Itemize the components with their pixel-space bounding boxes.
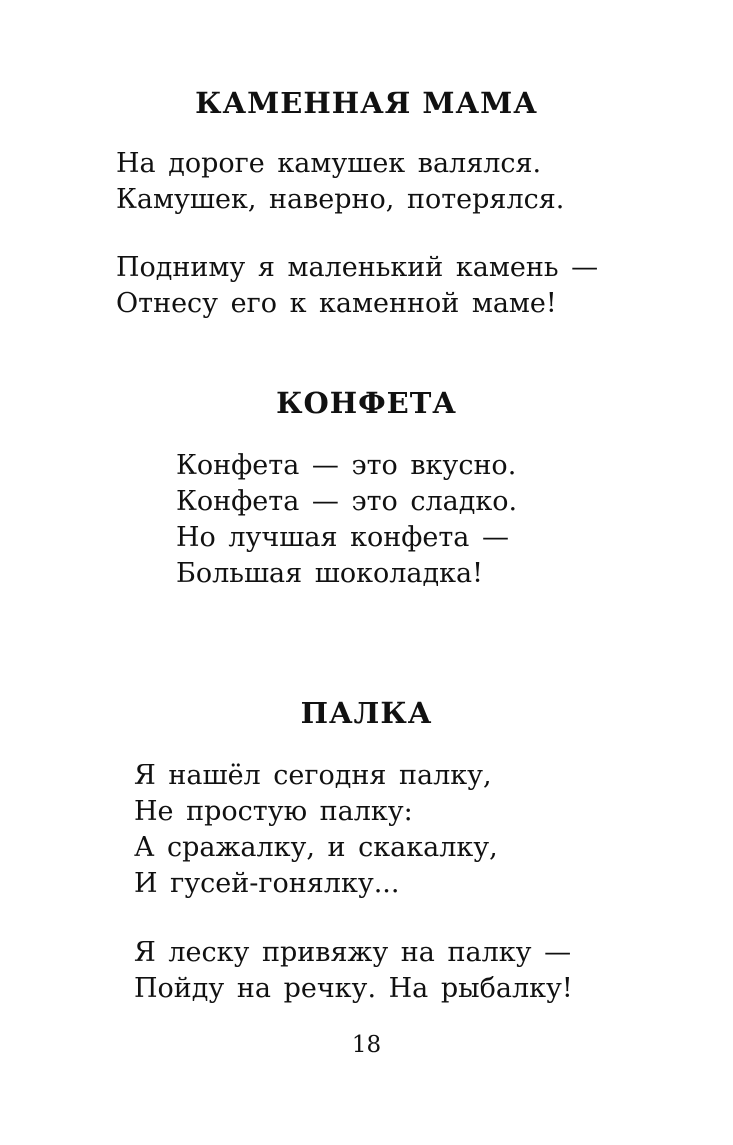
stanza [116, 146, 564, 218]
poem-line: Большая шоколадка! [176, 558, 483, 589]
poem-line: Не простую палку: [134, 796, 413, 827]
poem-line: Но лучшая конфета — [176, 522, 509, 553]
page-number: 18 [351, 1032, 382, 1058]
poem-line: Конфета — это вкусно. [176, 450, 517, 481]
stanza [176, 448, 517, 592]
stanza [116, 250, 598, 322]
poem-line: Я леску привяжу на палку — [134, 937, 572, 968]
poem-title-konfeta: КОНФЕТА [276, 386, 457, 420]
poem-line: А сражалку, и скакалку, [134, 832, 498, 863]
poem-line: На дороге камушек валялся. [116, 148, 542, 179]
poem-line: Я нашёл сегодня палку, [134, 760, 492, 791]
poem-title-kamennaya-mama: КАМЕННАЯ МАМА [195, 86, 538, 120]
poem-line: Отнесу его к каменной маме! [116, 288, 557, 319]
poem-line: Подниму я маленький камень — [116, 252, 599, 283]
stanza [134, 935, 573, 1007]
poem-title-palka: ПАЛКА [300, 696, 433, 730]
poem-line: Камушек, наверно, потерялся. [116, 184, 565, 215]
stanza [134, 758, 498, 902]
poem-line: Пойду на речку. На рыбалку! [134, 973, 573, 1004]
poem-line: И гусей-гонялку... [134, 868, 400, 899]
poem-line: Конфета — это сладко. [176, 486, 518, 517]
